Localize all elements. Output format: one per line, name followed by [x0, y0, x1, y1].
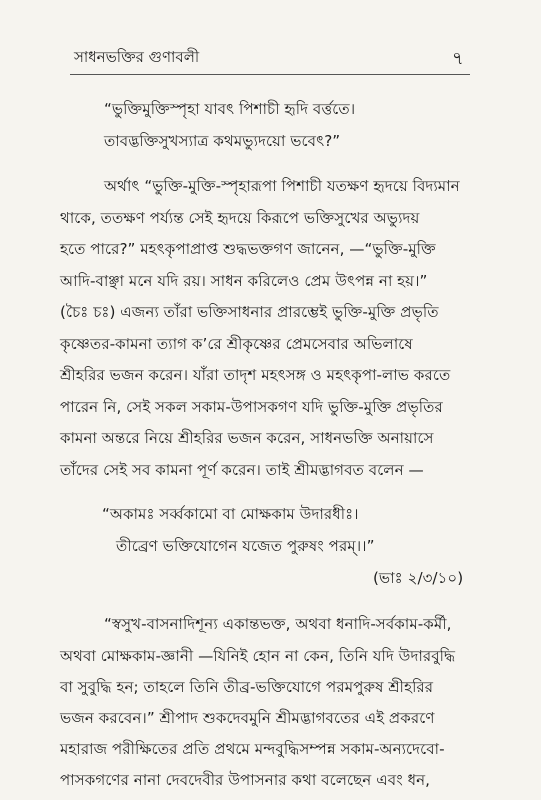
text-line: থাকে, ততক্ষণ পর্য্যন্ত সেই হৃদয়ে কিরূপে ভক্তিসুখের অভ্যুদয়	[60, 209, 420, 227]
header-rule	[70, 74, 470, 75]
page-number: ৭	[452, 48, 464, 69]
text-line: (চৈঃ চঃ) এজন্য তাঁরা ভক্তিসাধনার প্রারম্ভেই ভুক্তি-মুক্তি প্রভৃতি	[60, 303, 439, 321]
text-line: ভজন করবেন।” শ্রীপাদ শুকদেবমুনি শ্রীমদ্ভাগবতের এই প্রকরণে	[60, 709, 435, 727]
text-line: “স্বসুখ-বাসনাদিশূন্য একান্তভক্ত, অথবা ধনাদি-সর্বকাম-কর্মী,	[104, 615, 452, 633]
verse-line: তাবদ্ভক্তিসুখস্যাত্র কথমভ্যুদয়ো ভবেৎ?”	[104, 132, 341, 150]
text-line: অথবা মোক্ষকাম-জ্ঞানী —যিনিই হোন না কেন, তিনি যদি উদারবুদ্ধি	[60, 647, 456, 665]
text-line: পাসকগণের নানা দেবদেবীর উপাসনার কথা বলেছেন এবং ধন,	[60, 771, 430, 789]
text-line: মহারাজ পরীক্ষিতের প্রতি প্রথমে মন্দবুদ্ধিসম্পন্ন সকাম-অন্যদেবো-	[60, 740, 445, 758]
text-line: হতে পারে?” মহৎকৃপাপ্রাপ্ত শুদ্ধভক্তগণ জানেন, —“ভুক্তি-মুক্তি	[60, 240, 436, 258]
text-line: পারেন নি, সেই সকল সকাম-উপাসকগণ যদি ভুক্তি-মুক্তি প্রভৃতির	[60, 398, 443, 416]
running-header-title: সাধনভক্তির গুণাবলী	[74, 48, 200, 66]
text-line: শ্রীহরির ভজন করেন। যাঁরা তাদৃশ মহৎসঙ্গ ও মহৎকৃপা-লাভ করতে	[60, 366, 451, 384]
text-line: তাঁদের সেই সব কামনা পূর্ণ করেন। তাই শ্রীমদ্ভাগবত বলেন —	[60, 461, 424, 479]
text-line: কৃষ্ণেতর-কামনা ত্যাগ ক’রে শ্রীকৃষ্ণের প্রেমসেবার অভিলাষে	[60, 335, 413, 353]
text-line: কামনা অন্তরে নিয়ে শ্রীহরির ভজন করেন, সাধনভক্তি অনায়াসে	[60, 429, 434, 447]
verse-line: “ভুক্তিমুক্তিস্পৃহা যাবৎ পিশাচী হৃদি বর্ত্ততে।	[104, 100, 356, 118]
verse-line: “অকামঃ সর্ব্বকামো বা মোক্ষকাম উদারধীঃ।	[102, 505, 359, 523]
verse-citation: (ভাঃ ২/৩/১০)	[373, 569, 464, 587]
text-line: অর্থাৎ “ভুক্তি-মুক্তি-স্পৃহারূপা পিশাচী যতক্ষণ হৃদয়ে বিদ্যমান	[104, 177, 460, 195]
text-line: আদি-বাঞ্ছা মনে যদি রয়। সাধন করিলেও প্রেম উৎপন্ন না হয়।”	[60, 272, 428, 290]
text-line: বা সুবুদ্ধি হন; তাহলে তিনি তীব্র-ভক্তিযোগে পরমপুরুষ শ্রীহরির	[60, 678, 434, 696]
verse-line: তীব্রেণ ভক্তিযোগেন যজেত পুরুষং পরম্।।”	[116, 537, 375, 555]
